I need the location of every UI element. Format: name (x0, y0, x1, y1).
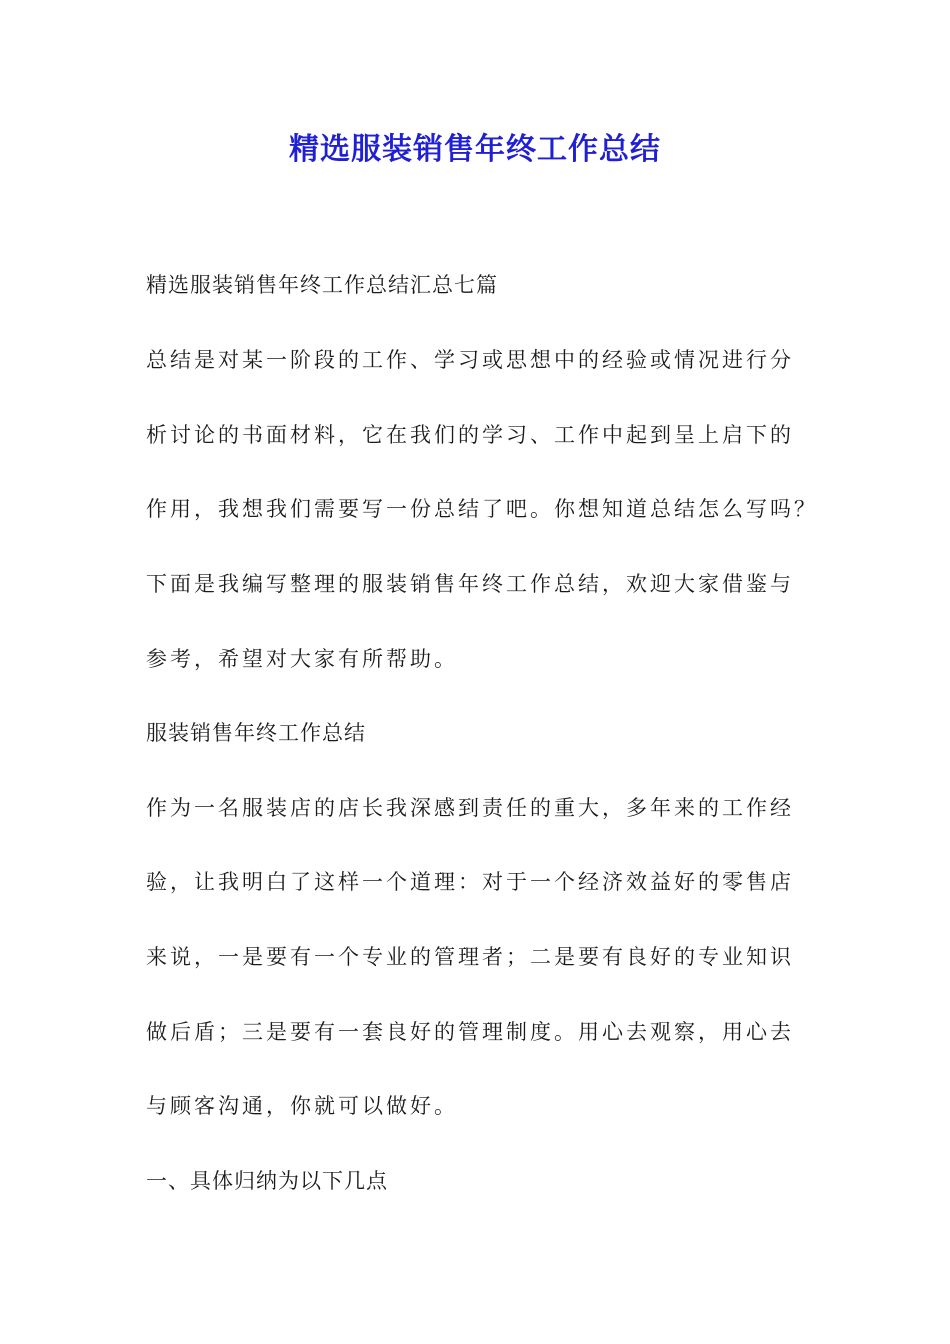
paragraph-line: 下面是我编写整理的服装销售年终工作总结，欢迎大家借鉴与 (146, 572, 794, 596)
paragraph-line: 做后盾；三是要有一套良好的管理制度。用心去观察，用心去 (146, 1020, 794, 1044)
section-heading: 服装销售年终工作总结 (146, 721, 366, 745)
document-title: 精选服装销售年终工作总结 (289, 132, 661, 167)
section-heading: 一、具体归纳为以下几点 (146, 1169, 388, 1193)
subtitle-line: 精选服装销售年终工作总结汇总七篇 (146, 273, 498, 297)
paragraph-line: 总结是对某一阶段的工作、学习或思想中的经验或情况进行分 (146, 348, 794, 372)
paragraph-line: 与顾客沟通，你就可以做好。 (146, 1094, 458, 1118)
paragraph-line: 析讨论的书面材料，它在我们的学习、工作中起到呈上启下的 (146, 423, 794, 447)
paragraph-line: 参考，希望对大家有所帮助。 (146, 647, 458, 671)
paragraph-line: 来说，一是要有一个专业的管理者；二是要有良好的专业知识 (146, 945, 794, 969)
paragraph-line: 作为一名服装店的店长我深感到责任的重大，多年来的工作经 (146, 796, 794, 820)
paragraph-line: 作用，我想我们需要写一份总结了吧。你想知道总结怎么写吗？ (146, 497, 818, 521)
paragraph-line: 验，让我明白了这样一个道理：对于一个经济效益好的零售店 (146, 870, 794, 894)
